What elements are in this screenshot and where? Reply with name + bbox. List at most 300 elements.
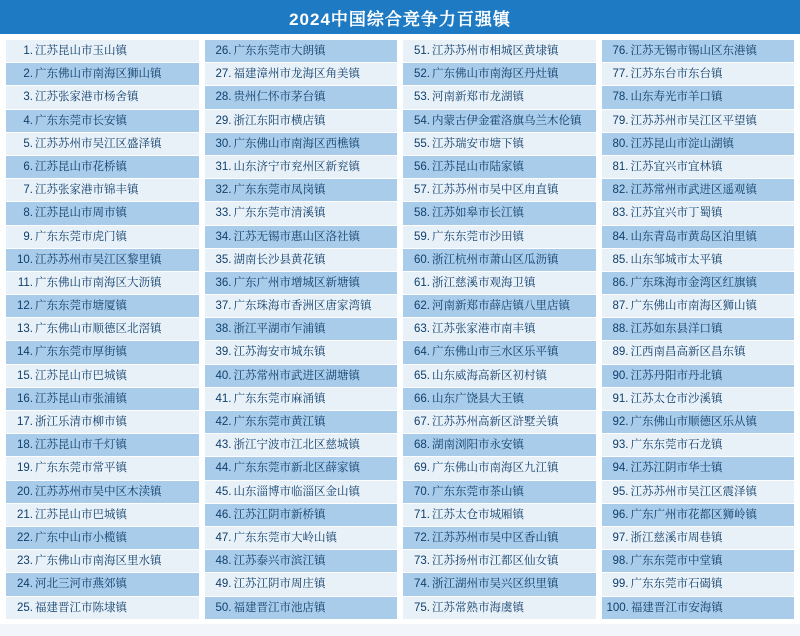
list-item-rank: 37. — [215, 300, 232, 313]
list-item — [403, 133, 596, 156]
list-item — [205, 481, 398, 504]
list-item — [6, 179, 199, 202]
list-item-rank: 89. — [612, 346, 629, 359]
list-item-name: 广东东莞市凤岗镇 — [233, 184, 326, 197]
list-item-name: 广东佛山市南海区狮山镇 — [35, 68, 162, 81]
list-item — [403, 156, 596, 179]
list-item — [6, 434, 199, 457]
list-item-rank: 100. — [606, 601, 629, 614]
list-item-rank: 85. — [612, 253, 629, 266]
list-item-name: 广东珠海市金湾区红旗镇 — [630, 276, 757, 289]
list-item-name: 浙江慈溪市观海卫镇 — [432, 276, 536, 289]
list-item-rank: 16. — [17, 392, 33, 405]
list-item — [403, 295, 596, 318]
list-item-rank: 76. — [612, 45, 629, 57]
list-item — [602, 388, 795, 411]
list-item-name: 江苏昆山市花桥镇 — [35, 160, 127, 173]
list-item-rank: 43. — [215, 439, 232, 452]
list-item-name: 广东东莞市大朗镇 — [233, 45, 326, 57]
list-item — [6, 156, 199, 179]
list-item-rank: 73. — [414, 555, 430, 568]
list-item — [403, 434, 596, 457]
list-item — [6, 527, 199, 550]
list-item-rank: 77. — [612, 68, 629, 81]
list-item-name: 浙江东阳市横店镇 — [233, 114, 326, 127]
list-item — [403, 481, 596, 504]
list-item — [205, 434, 398, 457]
list-item-rank: 7. — [23, 184, 33, 197]
list-item-rank: 94. — [612, 462, 629, 475]
list-item — [205, 550, 398, 573]
list-item-rank: 18. — [17, 439, 33, 452]
list-item — [205, 179, 398, 202]
list-item — [602, 573, 795, 596]
list-item — [602, 133, 795, 156]
list-item — [602, 527, 795, 550]
list-item — [205, 295, 398, 318]
list-item-name: 浙江杭州市萧山区瓜沥镇 — [432, 253, 559, 266]
list-item-rank: 99. — [612, 578, 629, 591]
list-item-name: 江苏无锡市惠山区洛社镇 — [233, 230, 360, 243]
list-item-name: 江苏江阴市新桥镇 — [233, 508, 326, 521]
list-item-name: 广东东莞市石碣镇 — [630, 578, 723, 591]
list-item-rank: 20. — [17, 485, 33, 498]
list-item-name: 浙江慈溪市周巷镇 — [630, 531, 723, 544]
list-item-rank: 87. — [612, 300, 629, 313]
list-item-name: 广东佛山市南海区狮山镇 — [630, 300, 757, 313]
list-item — [205, 133, 398, 156]
list-item-name: 江苏苏州市吴江区黎里镇 — [35, 253, 162, 266]
list-item-name: 广东珠海市香洲区唐家湾镇 — [233, 300, 372, 313]
list-item-name: 江苏常州市武进区遥观镇 — [630, 184, 757, 197]
list-item — [403, 504, 596, 527]
list-item-name: 广东广州市增城区新塘镇 — [233, 276, 360, 289]
list-item-rank: 13. — [17, 323, 33, 336]
list-item — [205, 110, 398, 133]
list-item-name: 江苏扬州市江都区仙女镇 — [432, 555, 559, 568]
list-item-rank: 1. — [23, 45, 33, 57]
list-item-name: 江苏宜兴市宜林镇 — [630, 160, 723, 173]
list-item-rank: 11. — [17, 276, 33, 289]
list-item-name: 广东佛山市顺德区北滘镇 — [35, 323, 162, 336]
list-item-name: 广东东莞市塘厦镇 — [35, 300, 127, 313]
list-item-name: 江苏瑞安市塘下镇 — [432, 137, 524, 150]
list-item-name: 江苏江阴市华士镇 — [630, 462, 723, 475]
list-item-rank: 74. — [414, 578, 430, 591]
ranking-column-3 — [403, 40, 596, 620]
list-item-name: 浙江宁波市江北区慈城镇 — [233, 439, 360, 452]
list-item-name: 江苏昆山市玉山镇 — [35, 45, 127, 57]
list-item-name: 广东东莞市茶山镇 — [432, 485, 524, 498]
list-item-rank: 59. — [414, 230, 430, 243]
list-item — [602, 295, 795, 318]
list-item-name: 广东东莞市长安镇 — [35, 114, 127, 127]
list-item — [6, 457, 199, 480]
list-item — [6, 133, 199, 156]
list-item-name: 浙江乐清市柳市镇 — [35, 416, 127, 428]
list-item-rank: 39. — [215, 346, 232, 359]
list-item-rank: 32. — [215, 184, 232, 197]
list-item-name: 广东东莞市厚街镇 — [35, 346, 127, 359]
list-item-rank: 90. — [612, 369, 629, 382]
list-item — [6, 318, 199, 341]
list-item — [602, 40, 795, 63]
list-item-name: 广东东莞市大岭山镇 — [233, 531, 337, 544]
list-item-rank: 91. — [612, 392, 629, 405]
list-item-name: 山东青岛市黄岛区泊里镇 — [630, 230, 757, 243]
list-item-name: 广东东莞市新北区薛家镇 — [233, 462, 360, 475]
list-item — [205, 504, 398, 527]
list-item — [403, 365, 596, 388]
list-item-rank: 84. — [612, 230, 629, 243]
list-item-rank: 36. — [215, 276, 232, 289]
list-item — [205, 272, 398, 295]
list-item-name: 江苏张家港市锦丰镇 — [35, 184, 139, 197]
list-item-name: 江苏苏州市吴中区香山镇 — [432, 531, 559, 544]
list-item-name: 广东佛山市顺德区乐从镇 — [630, 416, 757, 428]
list-item-name: 江苏昆山市千灯镇 — [35, 439, 127, 452]
list-item — [6, 249, 199, 272]
list-item-name: 山东邹城市太平镇 — [630, 253, 723, 266]
list-item-rank: 10. — [17, 253, 33, 266]
list-item-name: 江苏如东县洋口镇 — [630, 323, 723, 336]
list-item — [403, 527, 596, 550]
list-item — [205, 597, 398, 620]
list-item-rank: 57. — [414, 184, 430, 197]
list-item — [205, 318, 398, 341]
list-item-name: 江苏海安市城东镇 — [233, 346, 326, 359]
page-title — [0, 0, 800, 34]
list-item-rank: 6. — [23, 160, 33, 173]
list-item-rank: 35. — [215, 253, 232, 266]
list-item-name: 江苏常熟市海虞镇 — [432, 601, 524, 614]
list-item — [602, 457, 795, 480]
list-item — [403, 249, 596, 272]
list-item-name: 山东广饶县大王镇 — [432, 392, 524, 405]
list-item — [602, 156, 795, 179]
list-item-name: 江苏东台市东台镇 — [630, 68, 723, 81]
list-item-rank: 24. — [17, 578, 33, 591]
list-item-rank: 95. — [612, 485, 629, 498]
list-item-rank: 38. — [215, 323, 232, 336]
list-item — [602, 110, 795, 133]
list-item — [403, 388, 596, 411]
list-item-name: 江苏太仓市城厢镇 — [432, 508, 524, 521]
list-item — [6, 365, 199, 388]
list-item-name: 江苏苏州市吴江区震泽镇 — [630, 485, 757, 498]
list-item-name: 福建晋江市陈埭镇 — [35, 601, 127, 614]
list-item — [602, 63, 795, 86]
list-item-rank: 4. — [23, 114, 33, 127]
list-item-name: 江苏苏州高新区浒墅关镇 — [432, 416, 559, 428]
list-item-name: 江苏宜兴市丁蜀镇 — [630, 207, 723, 220]
list-item-name: 广东佛山市三水区乐平镇 — [432, 346, 559, 359]
list-item-rank: 25. — [17, 601, 33, 614]
list-item-name: 江苏昆山市巴城镇 — [35, 369, 127, 382]
list-item-rank: 80. — [612, 137, 629, 150]
list-item — [602, 597, 795, 620]
list-item-name: 江苏苏州市吴中区木渎镇 — [35, 485, 162, 498]
list-item-name: 广东中山市小榄镇 — [35, 531, 127, 544]
list-item-rank: 63. — [414, 323, 430, 336]
list-item — [205, 202, 398, 225]
list-item-rank: 50. — [215, 601, 232, 614]
list-item-rank: 58. — [414, 207, 430, 220]
list-item-rank: 97. — [612, 531, 629, 544]
list-item-rank: 61. — [414, 276, 430, 289]
list-item-name: 江苏泰兴市滨江镇 — [233, 555, 326, 568]
list-item-name: 山东淄博市临淄区金山镇 — [233, 485, 360, 498]
list-item-name: 江苏昆山市周市镇 — [35, 207, 127, 220]
list-item-rank: 14. — [17, 346, 33, 359]
list-item-name: 山东寿光市羊口镇 — [630, 91, 723, 104]
list-item-name: 广东佛山市南海区大沥镇 — [35, 276, 162, 289]
list-item — [602, 86, 795, 109]
list-item — [205, 63, 398, 86]
list-item-name: 广东佛山市南海区九江镇 — [432, 462, 559, 475]
list-item-rank: 34. — [215, 230, 232, 243]
list-item-rank: 88. — [612, 323, 629, 336]
list-item-rank: 55. — [414, 137, 430, 150]
list-item — [602, 434, 795, 457]
list-item-name: 江苏昆山市张浦镇 — [35, 392, 127, 405]
list-item-rank: 96. — [612, 508, 629, 521]
list-item — [6, 504, 199, 527]
list-item — [602, 341, 795, 364]
list-item-name: 山东威海高新区初村镇 — [432, 369, 547, 382]
list-item-rank: 47. — [215, 531, 232, 544]
list-item-name: 广东东莞市麻涌镇 — [233, 392, 326, 405]
list-item — [6, 272, 199, 295]
list-item-name: 湖南长沙县黄花镇 — [233, 253, 326, 266]
list-item — [6, 63, 199, 86]
list-item-name: 江苏苏州市吴江区平望镇 — [630, 114, 757, 127]
list-item-name: 江苏昆山市巴城镇 — [35, 508, 127, 521]
list-item-rank: 28. — [215, 91, 232, 104]
list-item-rank: 56. — [414, 160, 430, 173]
list-item-name: 江苏苏州市相城区黄埭镇 — [432, 45, 559, 57]
list-item-rank: 92. — [612, 416, 629, 428]
list-item — [403, 318, 596, 341]
list-item-rank: 82. — [612, 184, 629, 197]
list-item-name: 江苏昆山市淀山湖镇 — [630, 137, 734, 150]
list-item-rank: 72. — [414, 531, 430, 544]
list-item-rank: 69. — [414, 462, 430, 475]
list-item — [602, 481, 795, 504]
list-item-name: 广东广州市花都区狮岭镇 — [630, 508, 757, 521]
list-item-rank: 21. — [17, 508, 33, 521]
list-item-rank: 78. — [612, 91, 629, 104]
list-item — [403, 550, 596, 573]
list-item — [6, 481, 199, 504]
list-item — [205, 411, 398, 434]
list-item — [602, 272, 795, 295]
list-item-name: 浙江湖州市吴兴区织里镇 — [432, 578, 559, 591]
list-item — [6, 295, 199, 318]
list-item — [6, 40, 199, 63]
list-item — [602, 318, 795, 341]
list-item-name: 福建晋江市池店镇 — [233, 601, 326, 614]
list-item-name: 江苏丹阳市丹北镇 — [630, 369, 723, 382]
list-item — [205, 573, 398, 596]
list-item-name: 河南新郑市薛店镇八里店镇 — [432, 300, 570, 313]
list-item-name: 河南新郑市龙湖镇 — [432, 91, 524, 104]
list-item — [403, 179, 596, 202]
list-item — [205, 527, 398, 550]
list-item — [205, 249, 398, 272]
list-item — [403, 226, 596, 249]
list-item-name: 贵州仁怀市茅台镇 — [233, 91, 326, 104]
list-item-rank: 29. — [215, 114, 232, 127]
list-item — [6, 411, 199, 434]
list-item-name: 江苏苏州市吴中区甪直镇 — [432, 184, 559, 197]
list-item — [403, 597, 596, 620]
list-item-name: 江苏张家港市南丰镇 — [432, 323, 536, 336]
list-item-name: 广东东莞市中堂镇 — [630, 555, 723, 568]
list-item — [205, 86, 398, 109]
list-item — [6, 86, 199, 109]
list-item-rank: 22. — [17, 531, 33, 544]
list-item — [403, 40, 596, 63]
list-item-rank: 70. — [414, 485, 430, 498]
list-item-rank: 51. — [414, 45, 430, 57]
list-item-rank: 53. — [414, 91, 430, 104]
list-item — [602, 504, 795, 527]
list-item-name: 内蒙古伊金霍洛旗乌兰木伦镇 — [432, 114, 582, 127]
page-title-text: 2024中国综合竞争力百强镇 — [289, 9, 511, 29]
list-item-rank: 48. — [215, 555, 232, 568]
list-item — [6, 110, 199, 133]
list-item-name: 广东东莞市沙田镇 — [432, 230, 524, 243]
list-item-name: 浙江平湖市乍浦镇 — [233, 323, 326, 336]
list-item-rank: 9. — [23, 230, 33, 243]
list-item-rank: 46. — [215, 508, 232, 521]
list-item-rank: 44. — [215, 462, 232, 475]
list-item-rank: 45. — [215, 485, 232, 498]
list-item-name: 广东东莞市常平镇 — [35, 462, 127, 475]
list-item-rank: 75. — [414, 601, 430, 614]
list-item-name: 广东东莞市石龙镇 — [630, 439, 723, 452]
list-item-rank: 41. — [215, 392, 232, 405]
list-item-name: 广东佛山市南海区丹灶镇 — [432, 68, 559, 81]
list-item-name: 湖南浏阳市永安镇 — [432, 439, 524, 452]
list-item — [403, 411, 596, 434]
list-item — [602, 226, 795, 249]
list-item — [602, 365, 795, 388]
list-item-rank: 65. — [414, 369, 430, 382]
list-item-rank: 71. — [414, 508, 430, 521]
list-item — [205, 388, 398, 411]
list-item-name: 江苏如皋市长江镇 — [432, 207, 524, 220]
list-item — [403, 202, 596, 225]
list-item-name: 江西南昌高新区昌东镇 — [630, 346, 746, 359]
list-item — [602, 411, 795, 434]
list-item — [403, 86, 596, 109]
list-item-name: 河北三河市燕郊镇 — [35, 578, 127, 591]
list-item-rank: 23. — [17, 555, 33, 568]
list-item-rank: 49. — [215, 578, 232, 591]
list-item-name: 江苏江阴市周庄镇 — [233, 578, 326, 591]
ranking-grid — [0, 34, 800, 624]
list-item-name: 广东佛山市南海区西樵镇 — [233, 137, 360, 150]
list-item-rank: 60. — [414, 253, 430, 266]
list-item-rank: 5. — [23, 137, 33, 150]
list-item-rank: 62. — [414, 300, 430, 313]
ranking-column-2 — [205, 40, 398, 620]
list-item — [205, 40, 398, 63]
list-item-name: 广东东莞市黄江镇 — [233, 416, 326, 428]
list-item-rank: 19. — [17, 462, 33, 475]
list-item — [6, 597, 199, 620]
list-item-rank: 33. — [215, 207, 232, 220]
list-item — [602, 249, 795, 272]
ranking-column-1 — [6, 40, 199, 620]
list-item — [6, 202, 199, 225]
list-item-rank: 3. — [23, 91, 33, 104]
list-item — [403, 573, 596, 596]
list-item-rank: 40. — [215, 369, 232, 382]
ranking-column-4 — [602, 40, 795, 620]
list-item-name: 广东佛山市南海区里水镇 — [35, 555, 162, 568]
list-item — [205, 156, 398, 179]
list-item-rank: 98. — [612, 555, 629, 568]
list-item-rank: 67. — [414, 416, 430, 428]
list-item — [403, 457, 596, 480]
list-item-rank: 81. — [612, 160, 629, 173]
list-item-name: 山东济宁市兖州区新兖镇 — [233, 160, 360, 173]
list-item-name: 福建晋江市安海镇 — [630, 601, 723, 614]
list-item-name: 江苏苏州市吴江区盛泽镇 — [35, 137, 162, 150]
list-item-rank: 12. — [17, 300, 33, 313]
list-item-rank: 79. — [612, 114, 629, 127]
list-item-name: 江苏昆山市陆家镇 — [432, 160, 524, 173]
list-item — [205, 341, 398, 364]
list-item — [403, 110, 596, 133]
list-item-rank: 52. — [414, 68, 430, 81]
list-item-name: 广东东莞市虎门镇 — [35, 230, 127, 243]
list-item-rank: 64. — [414, 346, 430, 359]
list-item-rank: 27. — [215, 68, 232, 81]
list-item-name: 广东东莞市清溪镇 — [233, 207, 326, 220]
list-item-name: 江苏无锡市锡山区东港镇 — [630, 45, 757, 57]
list-item-rank: 31. — [215, 160, 232, 173]
list-item-rank: 86. — [612, 276, 629, 289]
list-item — [403, 272, 596, 295]
list-item — [6, 388, 199, 411]
list-item-name: 江苏常州市武进区湖塘镇 — [233, 369, 360, 382]
list-item-name: 江苏太仓市沙溪镇 — [630, 392, 723, 405]
list-item — [205, 365, 398, 388]
list-item — [6, 573, 199, 596]
list-item-rank: 2. — [23, 68, 33, 81]
list-item-name: 江苏张家港市杨舍镇 — [35, 91, 139, 104]
list-item — [403, 341, 596, 364]
list-item-rank: 93. — [612, 439, 629, 452]
list-item — [403, 63, 596, 86]
list-item-rank: 30. — [215, 137, 232, 150]
list-item-rank: 68. — [414, 439, 430, 452]
list-item — [205, 457, 398, 480]
list-item-rank: 26. — [215, 45, 232, 57]
list-item-name: 福建漳州市龙海区角美镇 — [233, 68, 360, 81]
list-item-rank: 83. — [612, 207, 629, 220]
list-item — [6, 550, 199, 573]
list-item-rank: 66. — [414, 392, 430, 405]
list-item-rank: 8. — [23, 207, 33, 220]
list-item — [602, 202, 795, 225]
list-item-rank: 15. — [17, 369, 33, 382]
list-item — [602, 550, 795, 573]
